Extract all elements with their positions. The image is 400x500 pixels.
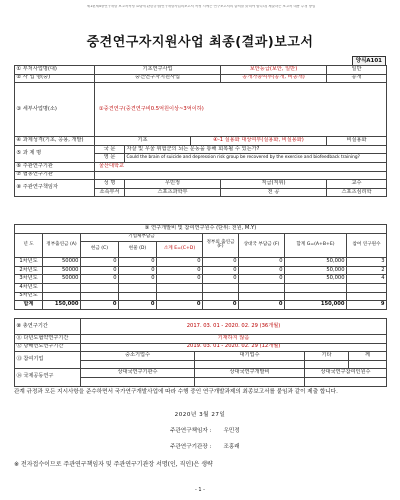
col-local-header: 상대국 부담금 (F) xyxy=(239,233,285,258)
total-cell: 50,000 xyxy=(285,275,347,284)
submission-date: 2020년 3월 27일 xyxy=(174,412,226,418)
staff-cell: 2 xyxy=(347,266,387,275)
intl-staff-label: 상대국연구참여인원수 xyxy=(305,369,387,378)
subprogram-value: ①중견연구(중견연구비0.5억원이상~3억이하) xyxy=(95,83,387,137)
current-period-value: 2019. 03. 01 - 2020. 02. 29 (12개월) xyxy=(81,343,387,352)
footer-note: ※ 전자접수이므로 주관연구책임자 및 주관연구기관장 서명(인, 직인)은 생략 xyxy=(14,461,213,468)
host-institution-value: 울산대학교 xyxy=(95,162,387,171)
staff-cell xyxy=(347,292,387,301)
other-count-label: 기타 xyxy=(305,352,349,361)
sum-subtotal-cell: 0 xyxy=(157,301,203,310)
total-cell: 50,000 xyxy=(285,258,347,267)
ministry-program-value: 기초연구사업 xyxy=(95,66,221,75)
pi-dept-label: 소속부서 xyxy=(95,188,125,197)
sum-inkind-cell: 0 xyxy=(119,301,157,310)
budget-row xyxy=(15,266,387,275)
form-code-badge: 양식A101 xyxy=(352,56,386,66)
row-project-title-kor xyxy=(15,145,387,154)
pi-signature-name: 우민정 xyxy=(223,428,240,434)
year-cell: 3차년도 xyxy=(15,275,43,284)
total-cell xyxy=(285,292,347,301)
subtotal-cell: 0 xyxy=(157,258,203,267)
col-total-header: 합계 G=(A+B+E) xyxy=(285,233,347,258)
inkind-cell: 0 xyxy=(119,258,157,267)
public-status-value: 공개 xyxy=(327,74,387,83)
sum-staff-cell: 9 xyxy=(347,301,387,310)
row-ministry-program xyxy=(15,66,387,75)
row-participants-header xyxy=(15,352,387,361)
partner-institution-label: ⑦ 협동연구기관 xyxy=(15,171,95,180)
intl-label: ⑭ 국제공동연구 xyxy=(15,369,81,386)
row-current-period xyxy=(15,343,387,352)
gov-cell xyxy=(43,292,81,301)
multi-period-value: 기재하지 않음 xyxy=(81,335,387,344)
budget-header-row-1 xyxy=(15,233,387,242)
row-host-institution xyxy=(15,162,387,171)
pi-major-value: 스포츠심리학 xyxy=(327,188,387,197)
title-kor-label: 국 문 xyxy=(95,145,125,154)
gov-cell: 50000 xyxy=(43,258,81,267)
project-type-value: 기초 xyxy=(95,137,191,146)
budget-sum-row xyxy=(15,301,387,310)
pi-signature-label: 주관연구책임자 : xyxy=(170,428,212,434)
local-cell xyxy=(239,292,285,301)
pi-label: ⑧ 주관연구책임자 xyxy=(15,180,95,197)
cash-cell xyxy=(81,292,119,301)
top-note: 제1편제4장연구개발 보고서작성 요령에 관한규정(연구개발사업의보고서 작성 시에는 연구보고서의 출처를 밝혀야 합니다) 제출하는 보고서 내용 수정 방법 xyxy=(86,5,316,8)
budget-row xyxy=(15,275,387,284)
gov-cell: 50000 xyxy=(43,266,81,275)
subtotal-cell: 0 xyxy=(157,275,203,284)
inkind-cell: 0 xyxy=(119,266,157,275)
row-project-type xyxy=(15,137,387,146)
gov-cell: 50000 xyxy=(43,275,81,284)
total-period-label: ⑩ 총연구기간 xyxy=(15,319,81,335)
subtotal-cell xyxy=(157,283,203,292)
title-eng-label: 영 문 xyxy=(95,154,125,163)
inkind-cell: 0 xyxy=(119,275,157,284)
other-count-value: 께 xyxy=(349,352,387,361)
program-name-label: ② 사 업 명(중) xyxy=(15,74,95,83)
head-signature-label: 주관연구기관장 : xyxy=(170,444,212,450)
sum-total-cell: 150,000 xyxy=(285,301,347,310)
year-cell: 4차년도 xyxy=(15,283,43,292)
total-cell xyxy=(285,283,347,292)
pi-rank-label: 직급(직위) xyxy=(221,180,327,189)
col-subtotal-header: 소계 E=(C+D) xyxy=(157,242,203,258)
local-cell xyxy=(239,283,285,292)
staff-cell xyxy=(347,283,387,292)
total-cell: 50,000 xyxy=(285,266,347,275)
staff-cell: 3 xyxy=(347,258,387,267)
other-cell: 0 xyxy=(203,275,239,284)
multi-period-label: ⑪ 다년도협약연구기간 xyxy=(15,335,81,344)
submission-statement: 관계 규정과 모든 지시사항을 준수하면서 국가연구개발사업에 따라 수행 중인 연구개발과제의 최종보고서를 붙임과 같이 제출 합니다. xyxy=(14,389,338,395)
host-institution-label: ⑥ 주관연구기관 xyxy=(15,162,95,171)
col-gov-header: 정부출연금 (A) xyxy=(43,233,81,258)
current-period-label: ⑫ 당해연도연구기간 xyxy=(15,343,81,352)
ministry-program-label: ① 부처사업명(대) xyxy=(15,66,95,75)
public-status-label: 공개가능여부(공개, 비공개) xyxy=(221,74,327,83)
security-level-label: 보안등급(보안, 일반) xyxy=(221,66,327,75)
year-cell: 5차년도 xyxy=(15,292,43,301)
year-cell: 2차년도 xyxy=(15,266,43,275)
budget-section-label: ⑨ 연구개발비 및 참여연구원수 (단위: 천원, M.Y) xyxy=(15,225,387,234)
large-count-label: 대기업수 xyxy=(195,352,305,361)
sum-local-cell: 0 xyxy=(239,301,285,310)
program-name-value: 중견연구자지원사업 xyxy=(95,74,221,83)
gov-cell xyxy=(43,283,81,292)
local-cell: 0 xyxy=(239,258,285,267)
subtotal-cell xyxy=(157,292,203,301)
sum-gov-cell: 150,000 xyxy=(43,301,81,310)
budget-row xyxy=(15,258,387,267)
staff-cell: 4 xyxy=(347,275,387,284)
local-cell: 0 xyxy=(239,266,285,275)
pi-rank-value: 교수 xyxy=(327,180,387,189)
other-cell xyxy=(203,292,239,301)
local-cell: 0 xyxy=(239,275,285,284)
title-kor-value: 자살 및 우울 위험군의 뇌는 운동을 통해 회복될 수 있는가? xyxy=(125,145,387,154)
intl-dev-label: 상대국연구개발비 xyxy=(195,369,305,378)
pi-signature xyxy=(170,428,240,434)
col-cash-header: 현금 (C) xyxy=(81,242,119,258)
inkind-cell xyxy=(119,292,157,301)
budget-table xyxy=(14,224,387,310)
col-inkind-header: 현물 (D) xyxy=(119,242,157,258)
cash-cell xyxy=(81,283,119,292)
partner-institution-value xyxy=(95,171,387,180)
subprogram-label: ③ 세부사업명(소) xyxy=(15,83,95,137)
col-other-gov-header: 정부외 출연금 (F) xyxy=(203,233,239,258)
project-title-label: ⑤ 과 제 명 xyxy=(15,145,95,162)
pi-name-label: 성 명 xyxy=(95,180,125,189)
practical-use-value: 비실용화 xyxy=(327,137,387,146)
budget-row xyxy=(15,283,387,292)
row-total-period xyxy=(15,319,387,335)
row-program-name xyxy=(15,74,387,83)
row-intl-header xyxy=(15,369,387,378)
inkind-cell xyxy=(119,283,157,292)
row-subprogram xyxy=(15,83,387,137)
row-multi-period xyxy=(15,335,387,344)
project-info-table xyxy=(14,65,387,197)
year-cell: 1차년도 xyxy=(15,258,43,267)
sum-cash-cell: 0 xyxy=(81,301,119,310)
budget-section-row xyxy=(15,225,387,234)
cash-cell: 0 xyxy=(81,275,119,284)
head-signature-name: 조홍래 xyxy=(223,444,240,450)
sum-year-cell: 합계 xyxy=(15,301,43,310)
row-pi-name xyxy=(15,180,387,189)
other-cell: 0 xyxy=(203,266,239,275)
page-title: 중견연구자지원사업 최종(결과)보고서 xyxy=(86,35,314,50)
col-year-header: 년 도 xyxy=(15,233,43,258)
total-period-value: 2017. 03. 01 - 2020. 02. 29 (36개월) xyxy=(81,319,387,335)
page-number: - 1 - xyxy=(195,487,205,493)
practical-use-label: ④-1 실용화 대상여부(실용화, 비실용화) xyxy=(191,137,327,146)
intl-inst-label: 상대국연구기관수 xyxy=(81,369,195,378)
other-cell: 0 xyxy=(203,258,239,267)
sum-other-cell: 0 xyxy=(203,301,239,310)
budget-row xyxy=(15,292,387,301)
col-staff-header: 참여 연구원수 xyxy=(347,233,387,258)
participants-label: ⑬ 참여기업 xyxy=(15,352,81,369)
project-type-label: ④ 과제성격(기초, 응용, 개발) xyxy=(15,137,95,146)
subtotal-cell: 0 xyxy=(157,266,203,275)
security-level-value: 일반 xyxy=(327,66,387,75)
period-table xyxy=(14,318,387,387)
row-partner-institution xyxy=(15,171,387,180)
pi-name-value: 우민정 xyxy=(125,180,221,189)
head-signature xyxy=(170,444,240,450)
pi-dept-value: 스포츠과학부 xyxy=(125,188,221,197)
cash-cell: 0 xyxy=(81,266,119,275)
other-cell xyxy=(203,283,239,292)
col-corp-header: 기업체부담금 xyxy=(81,233,203,242)
pi-major-label: 전 공 xyxy=(221,188,327,197)
cash-cell: 0 xyxy=(81,258,119,267)
title-eng-value: Could the brain of suicide and depression risk group be recovered by the exercise and biofeedback training? xyxy=(125,154,387,163)
sme-count-label: 중소기업수 xyxy=(81,352,195,361)
